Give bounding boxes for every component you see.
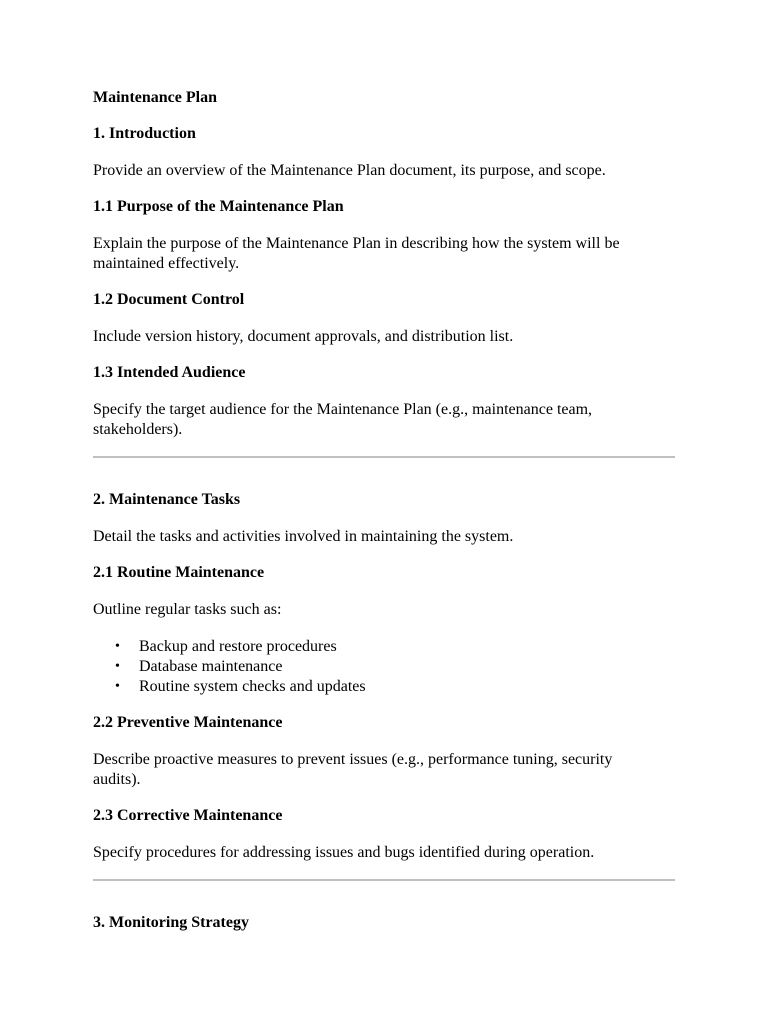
subsection-heading-corrective-maintenance: 2.3 Corrective Maintenance [93, 807, 283, 824]
document-page [93, 88, 675, 933]
list-item [115, 637, 675, 657]
document-control-text: Include version history, document approvals, and distribution list. [93, 328, 514, 345]
list-item-label: Backup and restore procedures [139, 638, 337, 655]
section-heading-maintenance-tasks: 2. Maintenance Tasks [93, 491, 241, 508]
bullet-icon: • [115, 679, 120, 694]
list-item-label: Routine system checks and updates [139, 678, 366, 695]
list-item [115, 657, 675, 677]
bullet-icon: • [115, 639, 120, 654]
subsection-heading-document-control: 1.2 Document Control [93, 291, 245, 308]
intended-audience-text: Specify the target audience for the Maintenance Plan (e.g., maintenance team, stakeholders). [93, 401, 593, 438]
maintenance-tasks-text: Detail the tasks and activities involved in maintaining the system. [93, 528, 514, 545]
section-heading-monitoring-strategy: 3. Monitoring Strategy [93, 914, 249, 931]
purpose-text: Explain the purpose of the Maintenance Plan in describing how the system will be maintained effectively. [93, 235, 620, 272]
routine-tasks-list [93, 637, 675, 697]
preventive-maintenance-text: Describe proactive measures to prevent issues (e.g., performance tuning, security audits). [93, 751, 613, 788]
section-divider [93, 456, 675, 458]
subsection-heading-intended-audience: 1.3 Intended Audience [93, 364, 246, 381]
corrective-maintenance-text: Specify procedures for addressing issues and bugs identified during operation. [93, 844, 595, 861]
document-title: Maintenance Plan [93, 89, 217, 106]
section-heading-introduction: 1. Introduction [93, 125, 196, 142]
subsection-heading-routine-maintenance: 2.1 Routine Maintenance [93, 564, 265, 581]
subsection-heading-preventive-maintenance: 2.2 Preventive Maintenance [93, 714, 283, 731]
routine-maintenance-text: Outline regular tasks such as: [93, 601, 282, 618]
list-item [115, 677, 675, 697]
section-divider [93, 879, 675, 881]
introduction-text: Provide an overview of the Maintenance Plan document, its purpose, and scope. [93, 162, 606, 179]
subsection-heading-purpose: 1.1 Purpose of the Maintenance Plan [93, 198, 344, 215]
bullet-icon: • [115, 659, 120, 674]
list-item-label: Database maintenance [139, 658, 283, 675]
